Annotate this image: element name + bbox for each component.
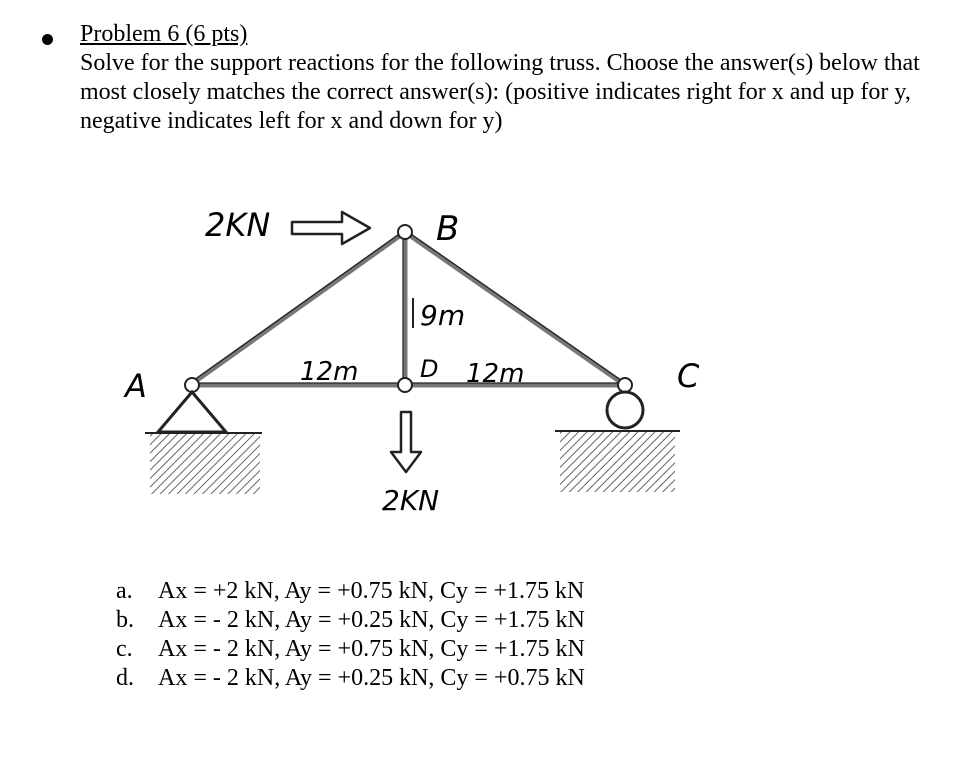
label-a: A	[125, 367, 147, 405]
answer-letter: c.	[116, 636, 133, 662]
answer-option-d[interactable]	[116, 664, 585, 693]
answer-choices	[116, 577, 585, 693]
roller-support-c	[555, 392, 680, 492]
load-label-top: 2KN	[205, 206, 271, 244]
joint-b	[398, 225, 412, 239]
answer-letter: a.	[116, 578, 133, 604]
problem-title: Problem 6 (6 pts)	[80, 21, 248, 47]
label-b: B	[436, 209, 460, 249]
truss-members	[190, 232, 625, 385]
answer-text: Ax = - 2 kN, Ay = +0.25 kN, Cy = +1.75 kN	[158, 607, 585, 633]
answer-letter: b.	[116, 607, 134, 633]
load-arrow-horizontal	[292, 212, 370, 244]
answer-text: Ax = +2 kN, Ay = +0.75 kN, Cy = +1.75 kN	[158, 578, 585, 604]
dimension-left: 12m	[300, 357, 359, 387]
answer-option-a[interactable]	[116, 577, 585, 606]
dimension-right: 12m	[466, 359, 525, 389]
pin-support-a	[145, 392, 262, 494]
answer-letter: d.	[116, 665, 134, 691]
answer-option-c[interactable]	[116, 635, 585, 664]
answer-text: Ax = - 2 kN, Ay = +0.25 kN, Cy = +0.75 kN	[158, 665, 585, 691]
answer-text: Ax = - 2 kN, Ay = +0.75 kN, Cy = +1.75 kN	[158, 636, 585, 662]
load-label-bottom: 2KN	[382, 484, 440, 517]
label-d: D	[420, 355, 439, 383]
answer-option-b[interactable]	[116, 606, 585, 635]
load-arrow-vertical	[391, 412, 421, 472]
problem-text: Solve for the support reactions for the following truss. Choose the answer(s) below that most closely matches the correct answer(s): (positive indicates right for x and up for y, negative indicates left for x and down for y)	[80, 50, 920, 134]
joint-d	[398, 378, 412, 392]
label-c: C	[677, 357, 700, 395]
dimension-vertical: 9m	[420, 299, 466, 332]
member-ab	[190, 232, 405, 385]
joint-c	[618, 378, 632, 392]
